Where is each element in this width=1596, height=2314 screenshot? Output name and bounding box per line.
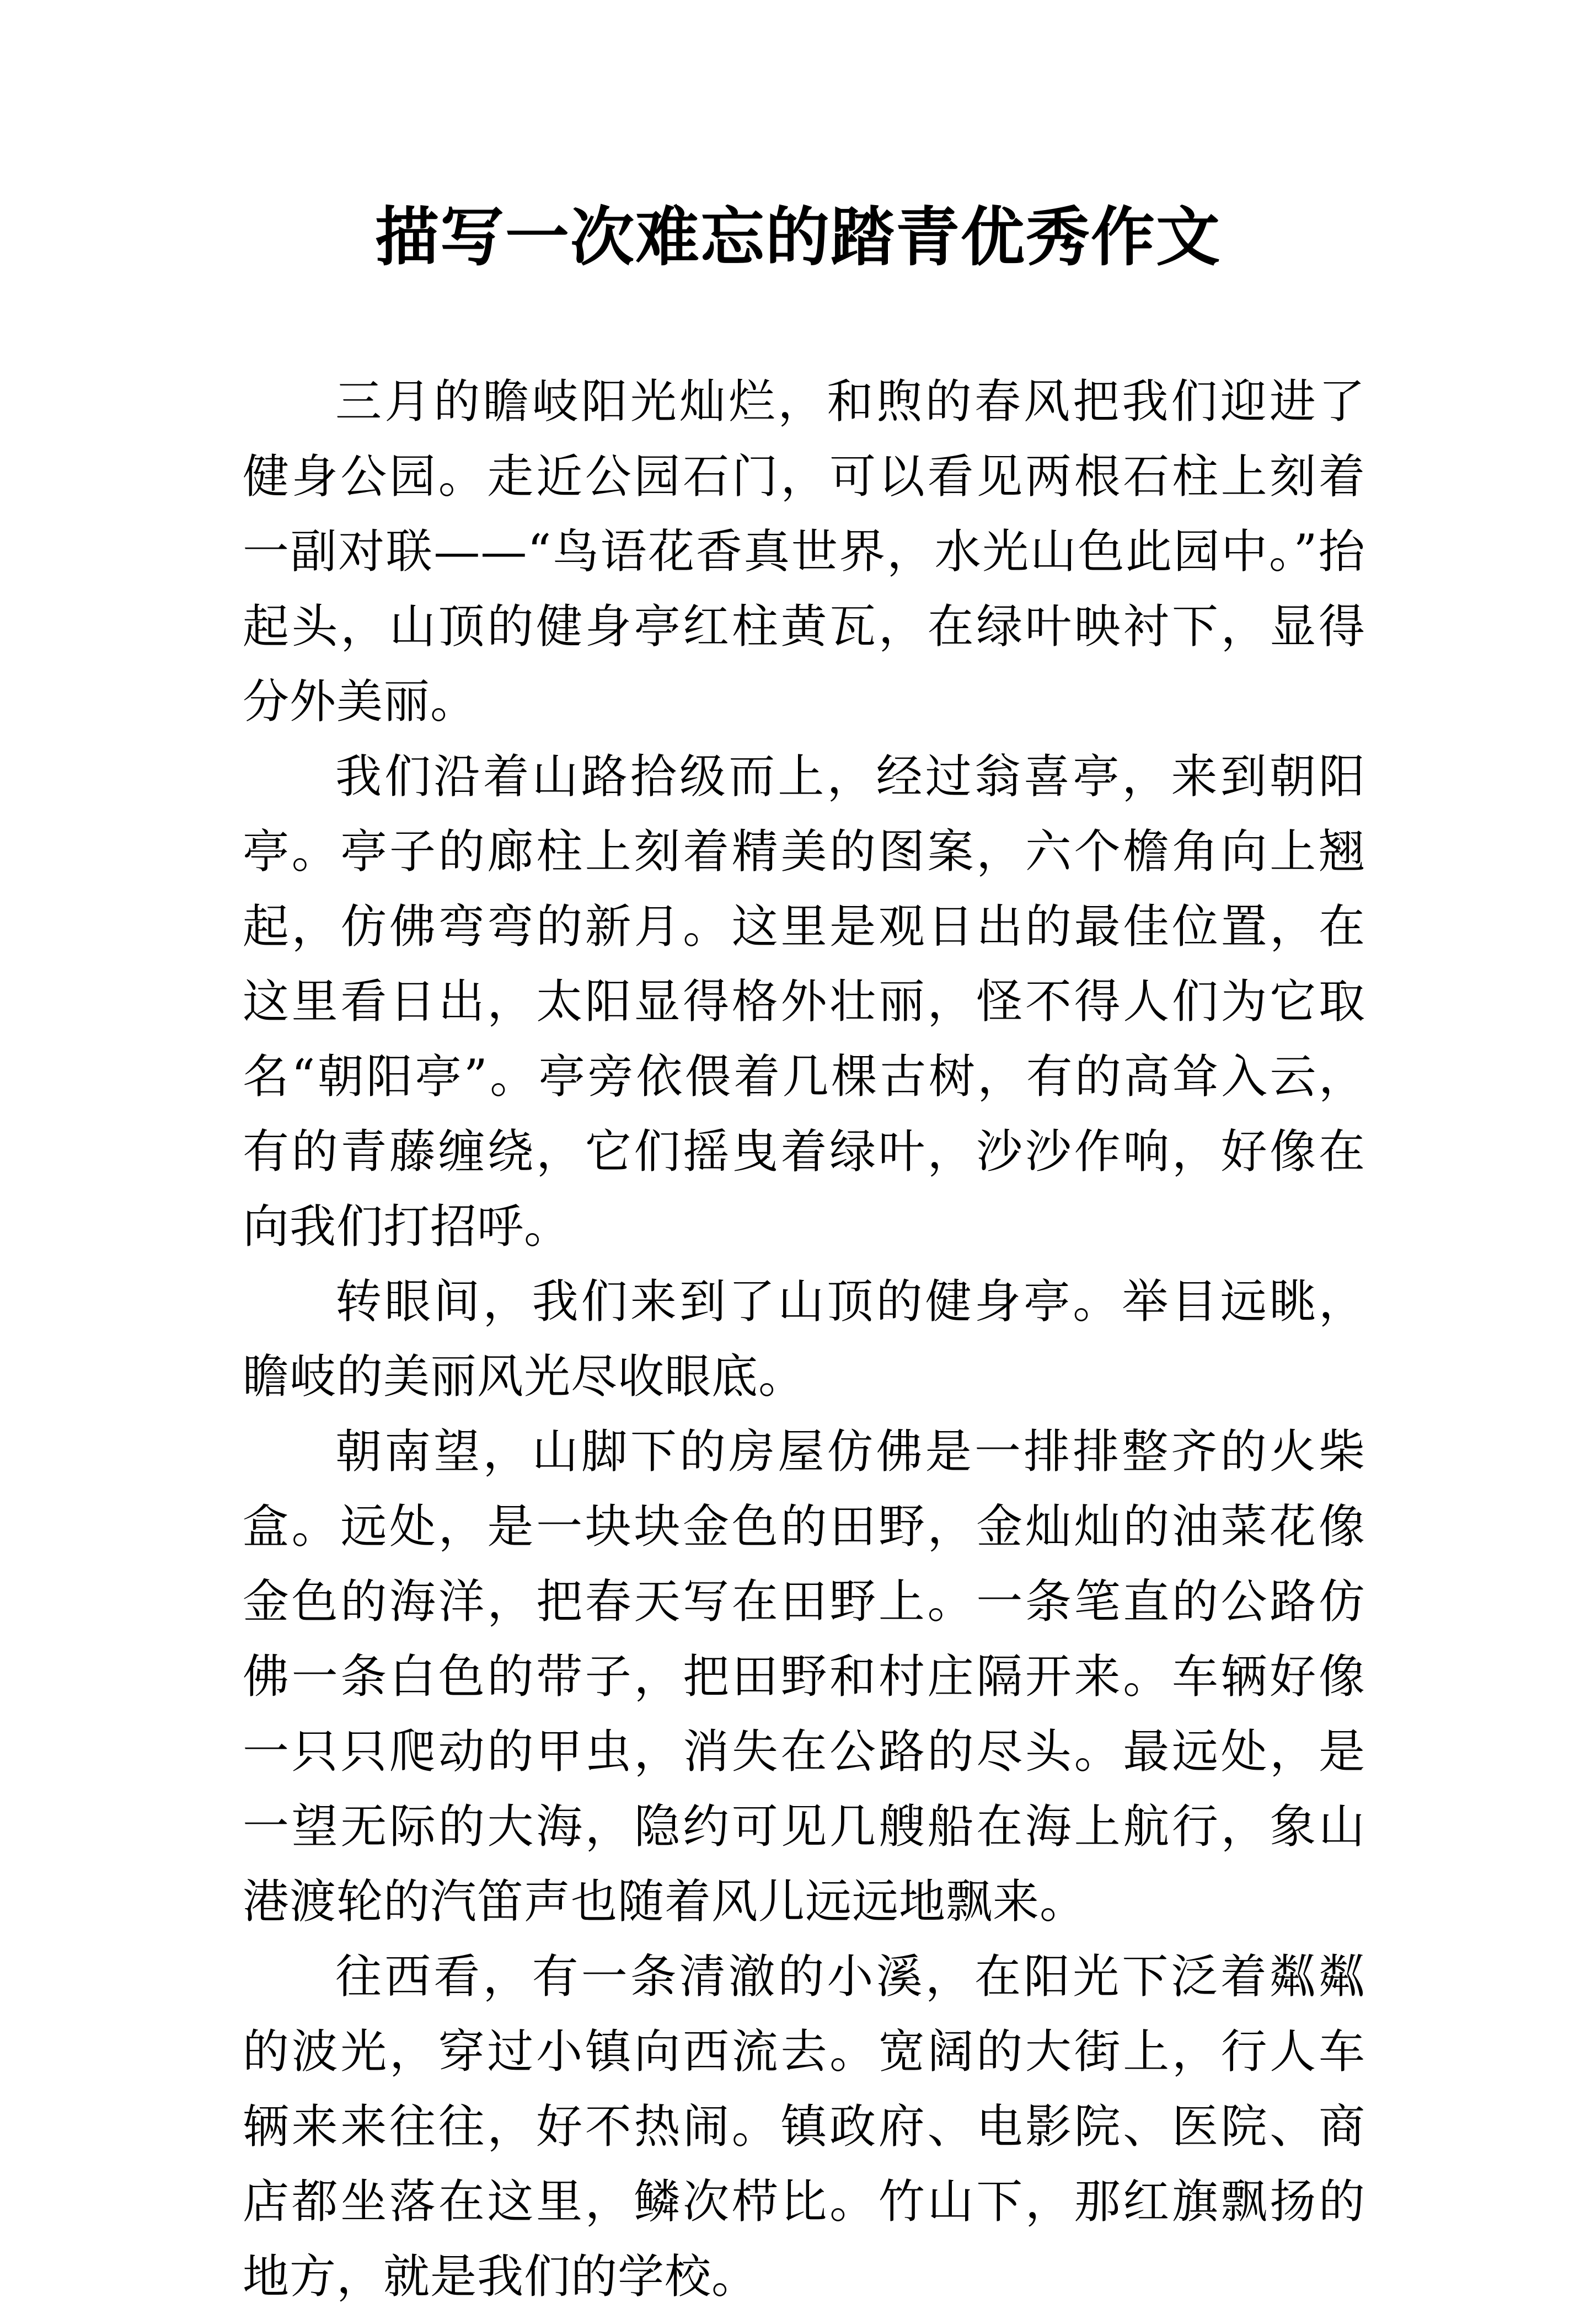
paragraph-2: 我们沿着山路拾级而上，经过翁喜亭，来到朝阳亭。亭子的廊柱上刻着精美的图案，六个檐角向上翘起，仿佛弯弯的新月。这里是观日出的最佳位置，在这里看日出，太阳显得格外壮丽，怪不得人们为它取名“朝阳亭”。亭旁依偎着几棵古树，有的高耸入云，有的青藤缠绕，它们摇曳着绿叶，沙沙作响，好像在向我们打招呼。: [243, 749, 1365, 1254]
paragraph-5: 往西看，有一条清澈的小溪，在阳光下泛着粼粼的波光，穿过小镇向西流去。宽阔的大街上，行人车辆来来往往，好不热闹。镇政府、电影院、医院、商店都坐落在这里，鳞次栉比。竹山下，那红旗飘扬的地方，就是我们的学校。: [243, 1949, 1365, 2304]
paragraph-3: 转眼间，我们来到了山顶的健身亭。举目远眺，瞻岐的美丽风光尽收眼底。: [243, 1274, 1365, 1404]
document-title: 描写一次难忘的踏青优秀作文: [375, 200, 1221, 275]
paragraph-1: 三月的瞻岐阳光灿烂，和煦的春风把我们迎进了健身公园。走近公园石门，可以看见两根石柱上刻着一副对联——“鸟语花香真世界，水光山色此园中。”抬起头，山顶的健身亭红柱黄瓦，在绿叶映衬下，显得分外美丽。: [243, 374, 1365, 729]
document-body: [243, 364, 1365, 2314]
paragraph-4: 朝南望，山脚下的房屋仿佛是一排排整齐的火柴盒。远处，是一块块金色的田野，金灿灿的油菜花像金色的海洋，把春天写在田野上。一条笔直的公路仿佛一条白色的带子，把田野和村庄隔开来。车辆好像一只只爬动的甲虫，消失在公路的尽头。最远处，是一望无际的大海，隐约可见几艘船在海上航行，象山港渡轮的汽笛声也随着风儿远远地飘来。: [243, 1424, 1365, 1929]
